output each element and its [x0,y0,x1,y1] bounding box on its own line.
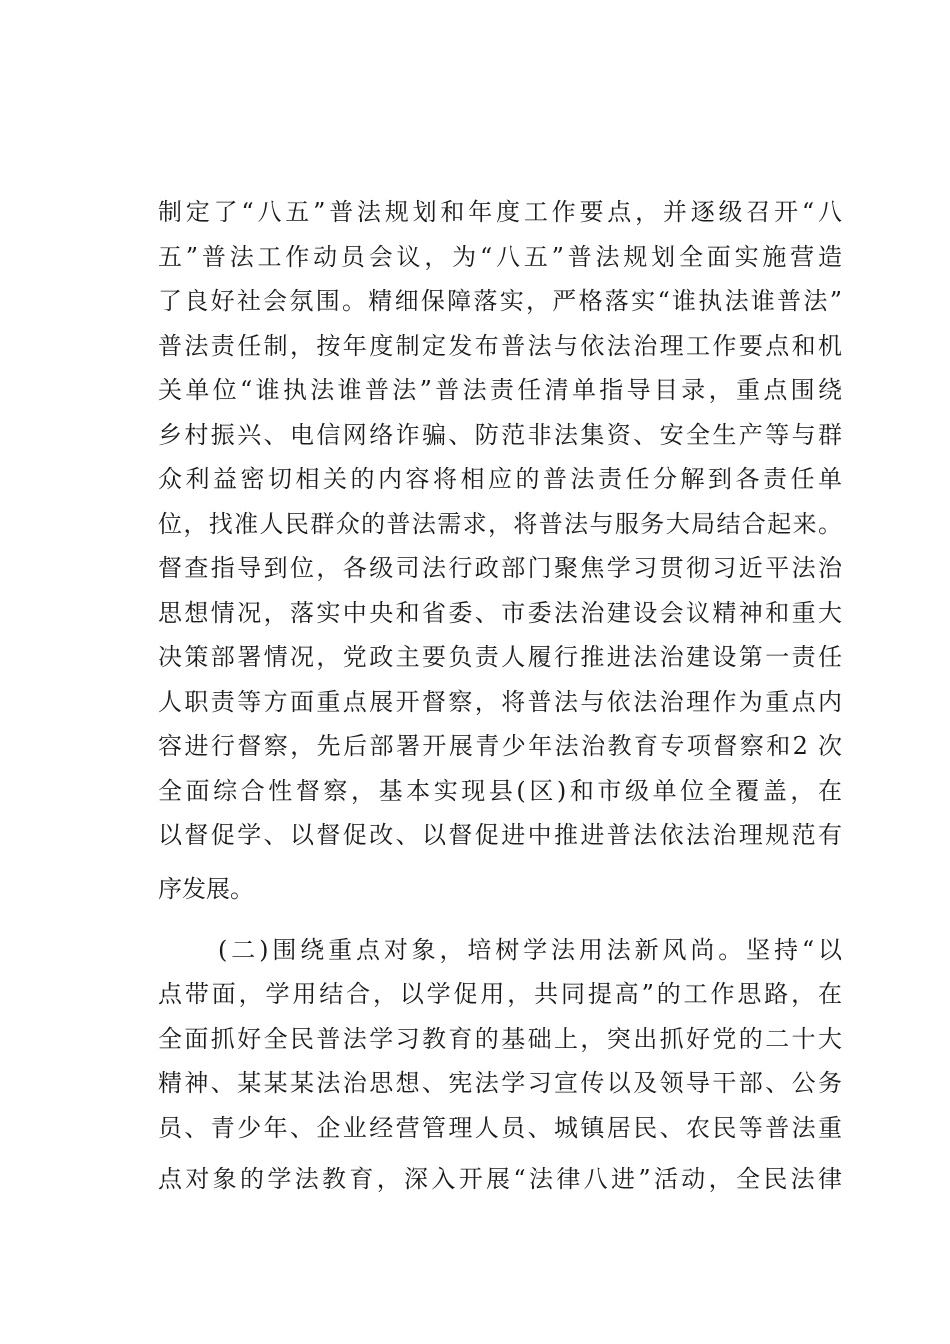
text-line: 点对象的学法教育，深入开展“法律八进”活动，全民法律 [158,1165,842,1193]
text-line: 容进行督察，先后部署开展青少年法治教育专项督察和2 次 [158,732,842,760]
text-line: 位，找准人民群众的普法需求，将普法与服务大局结合起来。 [158,510,842,538]
text-line: 全面综合性督察，基本实现县(区)和市级单位全覆盖，在 [158,777,842,805]
text-line: 五”普法工作动员会议，为“八五”普法规划全面实施营造 [158,243,842,271]
text-line: 关单位“谁执法谁普法”普法责任清单指导目录，重点围绕 [158,376,842,404]
text-line: 普法责任制，按年度制定发布普法与依法治理工作要点和机 [158,332,842,360]
text-line: 了良好社会氛围。精细保障落实，严格落实“谁执法谁普法” [158,287,842,315]
text-line: 全面抓好全民普法学习教育的基础上，突出抓好党的二十大 [158,1025,842,1053]
text-line: 决策部署情况，党政主要负责人履行推进法治建设第一责任 [158,643,842,671]
text-line: 人职责等方面重点展开督察，将普法与依法治理作为重点内 [158,688,842,716]
text-line: 督查指导到位，各级司法行政部门聚焦学习贯彻习近平法治 [158,554,842,582]
text-line: 乡村振兴、电信网络诈骗、防范非法集资、安全生产等与群 [158,421,842,449]
text-line: 思想情况，落实中央和省委、市委法治建设会议精神和重大 [158,599,842,627]
paragraph-end-line: 序发展。 [158,875,254,903]
text-line: 精神、某某某法治思想、宪法学习宣传以及领导干部、公务 [158,1069,842,1097]
text-line: 员、青少年、企业经营管理人员、城镇居民、农民等普法重 [158,1114,842,1142]
text-line: 以督促学、以督促改、以督促进中推进普法依法治理规范有 [158,821,842,849]
section-heading-line: (二)围绕重点对象，培树学法用法新风尚。坚持“以 [218,936,842,964]
text-line: 制定了“八五”普法规划和年度工作要点，并逐级召开“八 [158,198,842,226]
text-line: 点带面，学用结合，以学促用，共同提高”的工作思路，在 [158,980,842,1008]
text-line: 众利益密切相关的内容将相应的普法责任分解到各责任单 [158,465,842,493]
